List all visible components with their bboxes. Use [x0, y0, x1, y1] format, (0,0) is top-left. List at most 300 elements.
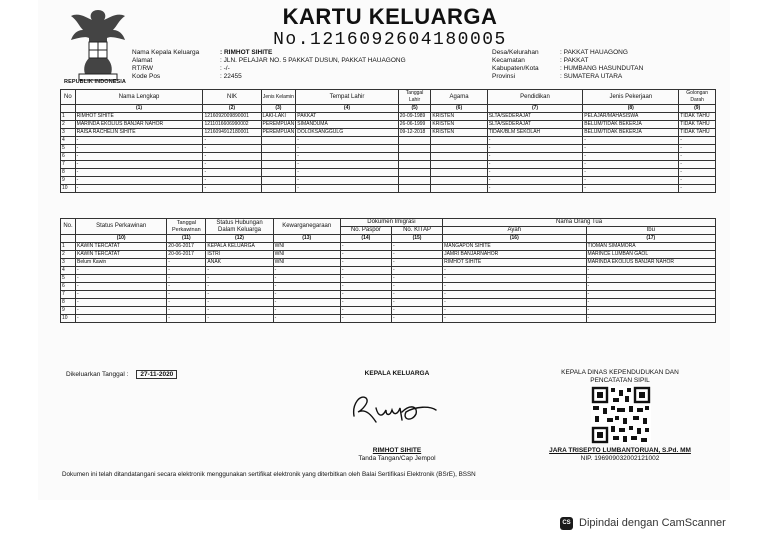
- table-cell: [261, 153, 296, 161]
- col-subheader: Ayah: [443, 227, 586, 235]
- table-cell: MARINDA EKOLIUS BANJAR NAHOR: [586, 259, 715, 267]
- table-cell: -: [167, 267, 206, 275]
- dinas-head-name: JARA TRISEPTO LUMBANTORUAN, S.Pd. MM: [549, 447, 691, 454]
- table-cell: -: [273, 267, 340, 275]
- table-cell: SIMANDUMA: [296, 121, 399, 129]
- table-cell: -: [296, 161, 399, 169]
- table-cell: [431, 169, 487, 177]
- table-cell: SLTA/SEDERAJAT: [487, 121, 583, 129]
- region-info: [492, 49, 643, 81]
- table-cell: 9: [61, 307, 76, 315]
- col-header: Jenis Pekerjaan: [583, 90, 679, 105]
- table-cell: -: [340, 267, 391, 275]
- table-cell: -: [273, 283, 340, 291]
- table-cell: -: [583, 161, 679, 169]
- table-cell: PEREMPUAN: [262, 121, 295, 127]
- table-cell: -: [443, 307, 586, 315]
- table-cell: WNI: [273, 259, 340, 267]
- table-cell: -: [340, 315, 391, 323]
- col-number: (11): [167, 235, 206, 243]
- table-cell: -: [487, 185, 583, 193]
- col-number: (6): [431, 105, 487, 113]
- col-number: [61, 235, 76, 243]
- col-number: (17): [586, 235, 715, 243]
- table-cell: -: [203, 185, 261, 193]
- qr-code-icon: [591, 386, 651, 444]
- table-cell: -: [391, 315, 442, 323]
- table-cell: KEPALA KELUARGA: [206, 243, 273, 251]
- table-cell: -: [206, 291, 273, 299]
- table-cell: -: [206, 283, 273, 291]
- table-cell: -: [296, 153, 399, 161]
- table-cell: 20-09-1989: [398, 113, 431, 121]
- table-cell: -: [296, 145, 399, 153]
- table-cell: RIMHOT SIHITE: [75, 113, 203, 121]
- table-cell: [431, 145, 487, 153]
- table-cell: -: [391, 243, 442, 251]
- col-number: (9): [679, 105, 716, 113]
- col-number: (16): [443, 235, 586, 243]
- table-cell: [261, 169, 296, 177]
- family-status-body: [61, 243, 716, 323]
- table-cell: 8: [61, 169, 76, 177]
- table-row: [61, 145, 716, 153]
- table-row: [61, 153, 716, 161]
- electronic-signature-disclaimer: Dokumen ini telah ditandatangani secara elektronik menggunakan sertifikat elektronik yang diterbitkan oleh Balai Sertifikasi Elektronik (BSrE), BSSN: [62, 471, 476, 478]
- table-cell: 10: [61, 185, 76, 193]
- table-cell: -: [583, 153, 679, 161]
- table-cell: [398, 137, 431, 145]
- table-cell: -: [586, 291, 715, 299]
- table-cell: MANGAPON SIHITE: [443, 243, 586, 251]
- table-cell: -: [75, 177, 203, 185]
- info-label: Kabupaten/Kota: [492, 65, 539, 72]
- table-cell: -: [340, 307, 391, 315]
- col-number: (8): [583, 105, 679, 113]
- table-cell: -: [273, 291, 340, 299]
- table-cell: -: [167, 315, 206, 323]
- table-cell: KAWIN TERCATAT: [76, 243, 167, 251]
- table-cell: WNI: [273, 251, 340, 259]
- table-cell: 5: [61, 145, 76, 153]
- table-cell: -: [487, 169, 583, 177]
- issued-label: Dikeluarkan Tanggal :: [66, 371, 129, 378]
- info-label: Desa/Kelurahan: [492, 49, 539, 56]
- table-row: [61, 113, 716, 121]
- col-subheader: Ibu: [586, 227, 715, 235]
- table-cell: -: [203, 169, 261, 177]
- table-header-row: [61, 219, 716, 227]
- info-label: Provinsi: [492, 73, 516, 80]
- family-status-table: [60, 218, 716, 323]
- table-cell: [431, 177, 487, 185]
- table-cell: -: [273, 307, 340, 315]
- table-row: [61, 299, 716, 307]
- table-cell: -: [487, 137, 583, 145]
- table-cell: -: [443, 283, 586, 291]
- table-cell: -: [206, 275, 273, 283]
- info-value: : HUMBANG HASUNDUTAN: [560, 65, 644, 72]
- info-label: Alamat: [132, 57, 153, 64]
- table-cell: 1: [61, 113, 76, 121]
- info-row: [492, 73, 643, 81]
- table-cell: -: [391, 299, 442, 307]
- table-cell: -: [273, 299, 340, 307]
- table-row: [61, 161, 716, 169]
- col-subheader: No. Paspor: [340, 227, 391, 235]
- info-label: Kode Pos: [132, 73, 161, 80]
- table-cell: -: [487, 177, 583, 185]
- table-cell: -: [203, 153, 261, 161]
- table-cell: 3: [61, 259, 76, 267]
- table-cell: PELAJAR/MAHASISWA: [583, 113, 679, 121]
- table-cell: -: [167, 307, 206, 315]
- dinas-title-2: PENCATATAN SIPIL: [590, 377, 650, 384]
- col-header: Tanggal Lahir: [398, 90, 431, 105]
- table-row: [61, 275, 716, 283]
- col-header: NIK: [203, 90, 261, 105]
- table-cell: PAKKAT: [296, 113, 399, 121]
- table-cell: ANAK: [206, 259, 273, 267]
- table-cell: -: [203, 145, 261, 153]
- table-cell: 7: [61, 291, 76, 299]
- table-cell: PEREMPUAN: [262, 129, 295, 135]
- table-cell: -: [443, 275, 586, 283]
- table-cell: 7: [61, 161, 76, 169]
- table-cell: 1211016606990002: [203, 121, 261, 129]
- issued-date: 27-11-2020: [136, 370, 177, 379]
- table-cell: -: [487, 161, 583, 169]
- info-row: [492, 65, 643, 73]
- col-number: (1): [75, 105, 203, 113]
- table-cell: -: [203, 177, 261, 185]
- table-cell: [431, 153, 487, 161]
- table-cell: -: [167, 299, 206, 307]
- info-row: [492, 49, 643, 57]
- col-number: [61, 105, 76, 113]
- table-cell: 20-06-2017: [167, 251, 206, 259]
- table-cell: ISTRI: [206, 251, 273, 259]
- table-cell: -: [679, 153, 716, 161]
- table-cell: -: [679, 185, 716, 193]
- info-value: : RIMHOT SIHITE: [220, 49, 273, 56]
- table-cell: TIOMAN SIMAMORA: [586, 243, 715, 251]
- table-cell: -: [391, 307, 442, 315]
- table-cell: KRISTEN: [431, 121, 487, 129]
- info-row: [132, 65, 406, 73]
- table-row: [61, 185, 716, 193]
- table-cell: -: [443, 267, 586, 275]
- table-cell: -: [391, 283, 442, 291]
- signature-mark: [346, 386, 442, 428]
- table-cell: RAISA RACHELIN SIHITE: [75, 129, 203, 137]
- family-members-body: [61, 113, 716, 193]
- table-row: [61, 251, 716, 259]
- table-cell: -: [167, 291, 206, 299]
- table-row: [61, 267, 716, 275]
- table-cell: [261, 137, 296, 145]
- col-number: (12): [206, 235, 273, 243]
- table-cell: -: [487, 145, 583, 153]
- table-cell: -: [679, 169, 716, 177]
- table-cell: -: [75, 137, 203, 145]
- info-label: RT/RW: [132, 65, 154, 72]
- table-cell: JAMRI BANJARNAHOR: [443, 251, 586, 259]
- table-cell: -: [679, 137, 716, 145]
- info-value: : PAKKAT: [560, 57, 589, 64]
- table-cell: -: [583, 185, 679, 193]
- col-number: (10): [76, 235, 167, 243]
- col-number: (4): [296, 105, 399, 113]
- table-cell: -: [75, 153, 203, 161]
- col-header: Status Perkawinan: [76, 219, 167, 235]
- table-cell: -: [167, 259, 206, 267]
- table-cell: -: [679, 161, 716, 169]
- table-cell: -: [340, 291, 391, 299]
- table-cell: -: [296, 185, 399, 193]
- table-cell: 6: [61, 283, 76, 291]
- table-cell: 1: [61, 243, 76, 251]
- table-cell: -: [76, 299, 167, 307]
- info-value: : PAKKAT HAUAGONG: [560, 49, 628, 56]
- info-label: Kecamatan: [492, 57, 525, 64]
- col-number: (5): [398, 105, 431, 113]
- table-cell: 09-12-2018: [398, 129, 431, 137]
- table-cell: [398, 153, 431, 161]
- camscanner-logo-icon: CS: [560, 517, 573, 530]
- table-cell: -: [583, 137, 679, 145]
- signature-caption: Tanda Tangan/Cap Jempol: [358, 455, 436, 462]
- table-row: [61, 291, 716, 299]
- camscanner-watermark: [560, 512, 760, 534]
- republic-label: REPUBLIK INDONESIA: [64, 79, 126, 85]
- table-cell: 8: [61, 299, 76, 307]
- family-members-table: [60, 89, 716, 193]
- table-cell: 6: [61, 153, 76, 161]
- table-cell: -: [583, 177, 679, 185]
- table-row: [61, 243, 716, 251]
- col-header: No: [61, 90, 76, 105]
- info-label: Nama Kepala Keluarga: [132, 49, 200, 56]
- info-row: [132, 57, 406, 65]
- table-cell: 1216094912180001: [203, 129, 261, 137]
- table-cell: -: [487, 153, 583, 161]
- table-cell: -: [76, 267, 167, 275]
- col-header: No.: [61, 219, 76, 235]
- table-cell: -: [273, 315, 340, 323]
- table-cell: -: [203, 137, 261, 145]
- table-cell: 9: [61, 177, 76, 185]
- col-header: Kewarganegaraan: [273, 219, 340, 235]
- table-cell: 2: [61, 251, 76, 259]
- table-cell: -: [586, 275, 715, 283]
- table-cell: -: [167, 275, 206, 283]
- table-cell: BELUM/TIDAK BEKERJA: [583, 129, 679, 137]
- table-cell: -: [75, 161, 203, 169]
- table-number-row: [61, 235, 716, 243]
- table-cell: -: [76, 307, 167, 315]
- table-cell: -: [586, 307, 715, 315]
- table-cell: -: [340, 251, 391, 259]
- table-cell: -: [443, 299, 586, 307]
- document-number: No.1216092604180005: [273, 30, 507, 50]
- table-cell: TIDAK TAHU: [679, 129, 716, 137]
- table-cell: [431, 137, 487, 145]
- table-cell: [398, 145, 431, 153]
- family-head-name: RIMHOT SIHITE: [372, 447, 422, 454]
- table-cell: MARINCE LUMBAN GAOL: [586, 251, 715, 259]
- col-number: (14): [340, 235, 391, 243]
- table-cell: -: [340, 275, 391, 283]
- info-row: [132, 49, 406, 57]
- table-number-row: [61, 105, 716, 113]
- table-cell: [398, 185, 431, 193]
- table-cell: 4: [61, 267, 76, 275]
- table-cell: -: [679, 177, 716, 185]
- table-cell: -: [586, 267, 715, 275]
- col-header: Nama Orang Tua: [443, 219, 716, 227]
- family-head-info: [132, 49, 406, 81]
- table-cell: 5: [61, 275, 76, 283]
- table-cell: -: [391, 259, 442, 267]
- table-cell: -: [203, 161, 261, 169]
- table-cell: [261, 145, 296, 153]
- col-header: Tanggal Perkawinan: [167, 219, 206, 235]
- table-cell: 10: [61, 315, 76, 323]
- table-row: [61, 283, 716, 291]
- dinas-head-nip: NIP. 196909032002121002: [580, 455, 660, 462]
- table-cell: 26-06-1999: [398, 121, 431, 129]
- table-cell: -: [206, 307, 273, 315]
- table-row: [61, 315, 716, 323]
- table-cell: -: [206, 315, 273, 323]
- table-cell: -: [296, 177, 399, 185]
- family-head-title: KEPALA KELUARGA: [364, 370, 430, 377]
- table-cell: -: [586, 283, 715, 291]
- table-cell: -: [206, 299, 273, 307]
- table-cell: 3: [61, 129, 76, 137]
- table-cell: -: [75, 169, 203, 177]
- table-cell: -: [296, 137, 399, 145]
- table-cell: -: [76, 283, 167, 291]
- col-number: (2): [203, 105, 261, 113]
- table-cell: Belum Kawin: [76, 259, 167, 267]
- table-cell: 20-06-2017: [167, 243, 206, 251]
- info-value: : 22455: [220, 73, 242, 80]
- table-cell: -: [206, 267, 273, 275]
- dinas-title-1: KEPALA DINAS KEPENDUDUKAN DAN: [561, 369, 679, 376]
- col-number: (13): [273, 235, 340, 243]
- table-cell: [431, 161, 487, 169]
- table-cell: -: [443, 315, 586, 323]
- info-value: : JLN. PELAJAR NO. 5 PAKKAT DUSUN, PAKKAT HAUAGONG: [220, 57, 406, 64]
- table-cell: -: [76, 315, 167, 323]
- col-header: Tempat Lahir: [296, 90, 399, 105]
- table-row: [61, 137, 716, 145]
- table-cell: [398, 177, 431, 185]
- table-cell: -: [340, 299, 391, 307]
- col-header: Dokumen Imigrasi: [340, 219, 442, 227]
- col-header: Status Hubungan Dalam Keluarga: [206, 219, 273, 235]
- table-cell: KRISTEN: [431, 129, 487, 137]
- table-row: [61, 259, 716, 267]
- table-cell: KAWIN TERCATAT: [76, 251, 167, 259]
- table-cell: -: [76, 291, 167, 299]
- table-cell: -: [679, 145, 716, 153]
- table-cell: -: [391, 251, 442, 259]
- table-cell: -: [586, 315, 715, 323]
- table-cell: LAKI-LAKI: [261, 113, 296, 121]
- table-cell: -: [340, 283, 391, 291]
- table-cell: TIDAK TAHU: [679, 113, 716, 121]
- garuda-emblem-icon: [67, 6, 129, 82]
- table-cell: -: [296, 169, 399, 177]
- table-cell: -: [273, 275, 340, 283]
- info-value: : -/-: [220, 65, 230, 72]
- col-number: (7): [487, 105, 583, 113]
- table-cell: DOLOKSANGGULG: [296, 129, 399, 137]
- table-cell: MARINDA EKOLIUS BANJAR NAHOR: [75, 121, 203, 129]
- table-cell: -: [443, 291, 586, 299]
- table-row: [61, 129, 716, 137]
- table-cell: 1216092009890001: [203, 113, 261, 121]
- col-header: Jenis Kelamin: [261, 90, 296, 105]
- table-cell: -: [75, 145, 203, 153]
- table-cell: TIDAK/BLM SEKOLAH: [487, 129, 583, 137]
- table-cell: -: [391, 267, 442, 275]
- table-row: [61, 307, 716, 315]
- col-header: Agama: [431, 90, 487, 105]
- table-cell: [431, 185, 487, 193]
- info-row: [132, 73, 406, 81]
- table-row: [61, 121, 716, 129]
- table-cell: [261, 177, 296, 185]
- col-number: (15): [391, 235, 442, 243]
- table-cell: BELUM/TIDAK BEKERJA: [583, 121, 679, 129]
- info-row: [492, 57, 643, 65]
- table-cell: [261, 161, 296, 169]
- table-cell: RIMHOT SIHITE: [443, 259, 586, 267]
- table-cell: TIDAK TAHU: [679, 121, 716, 129]
- table-cell: SLTA/SEDERAJAT: [487, 113, 583, 121]
- table-cell: 4: [61, 137, 76, 145]
- table-header-row: [61, 90, 716, 105]
- col-header: Nama Lengkap: [75, 90, 203, 105]
- table-cell: -: [76, 275, 167, 283]
- table-cell: -: [75, 185, 203, 193]
- col-header: Golongan Darah: [679, 90, 716, 105]
- table-cell: -: [391, 291, 442, 299]
- table-cell: -: [583, 145, 679, 153]
- table-cell: 2: [61, 121, 76, 129]
- table-row: [61, 169, 716, 177]
- info-value: : SUMATERA UTARA: [560, 73, 623, 80]
- table-cell: -: [167, 283, 206, 291]
- col-number: (3): [261, 105, 296, 113]
- col-header: Pendidikan: [487, 90, 583, 105]
- table-cell: -: [340, 259, 391, 267]
- issued-date-row: [66, 370, 177, 379]
- table-cell: -: [583, 169, 679, 177]
- table-cell: KRISTEN: [431, 113, 487, 121]
- col-subheader: No. KITAP: [391, 227, 442, 235]
- table-cell: [261, 185, 296, 193]
- document-title: KARTU KELUARGA: [282, 4, 498, 29]
- table-cell: WNI: [273, 243, 340, 251]
- table-row: [61, 177, 716, 185]
- table-cell: -: [340, 243, 391, 251]
- table-cell: -: [586, 299, 715, 307]
